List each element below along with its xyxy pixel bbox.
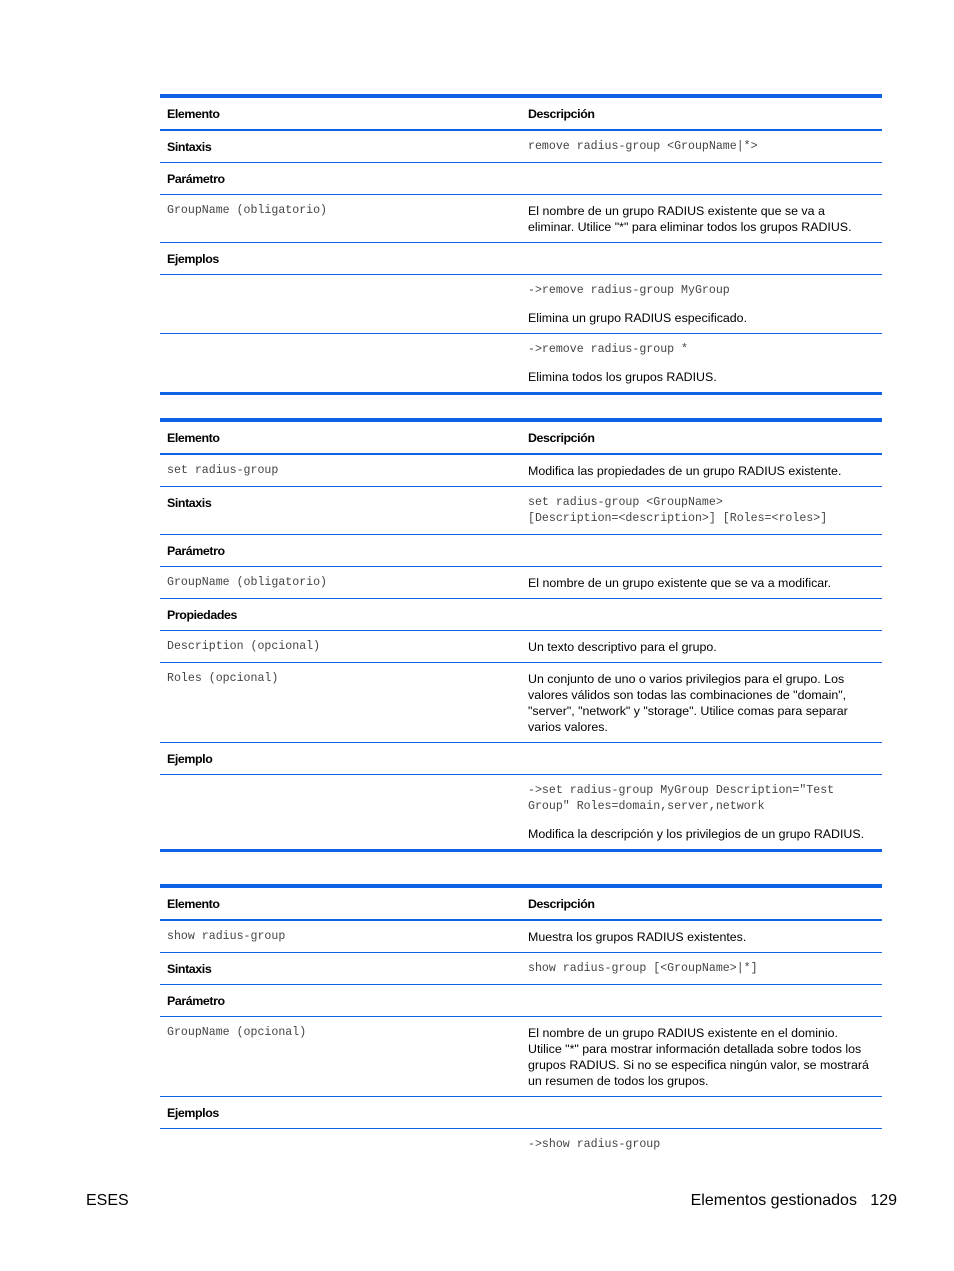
example-description: Elimina todos los grupos RADIUS.: [528, 370, 717, 384]
command-row: [160, 921, 882, 953]
table-header: [160, 888, 882, 921]
syntax-label: Sintaxis: [167, 962, 212, 976]
set-radius-group-table: [160, 418, 882, 852]
syntax-code: [Description=<description>] [Roles=<roles>]: [528, 512, 828, 525]
syntax-code: set radius-group <GroupName>: [528, 496, 723, 509]
syntax-row: [160, 487, 882, 535]
example-code: ->remove radius-group MyGroup: [528, 284, 730, 297]
parameter-label: Parámetro: [167, 172, 225, 186]
header-element: Elemento: [167, 107, 220, 121]
example-code: Group" Roles=domain,server,network: [528, 800, 765, 813]
example-label: Ejemplo: [167, 752, 213, 766]
syntax-code: show radius-group [<GroupName>|*]: [528, 962, 758, 975]
parameter-section-row: [160, 535, 882, 567]
property-row: [160, 631, 882, 663]
remove-radius-group-table: [160, 94, 882, 395]
properties-label: Propiedades: [167, 608, 237, 622]
example-code: ->remove radius-group *: [528, 343, 689, 356]
footer-section: Elementos gestionados: [690, 1192, 857, 1209]
table-header: [160, 422, 882, 455]
parameter-description: El nombre de un grupo existente que se va a modificar.: [528, 576, 832, 590]
command-row: [160, 455, 882, 487]
syntax-code: remove radius-group <GroupName|*>: [528, 140, 758, 153]
footer-locale: ESES: [86, 1192, 129, 1209]
property-name: Roles (opcional): [167, 672, 279, 685]
parameter-row: [160, 195, 882, 243]
syntax-row: [160, 953, 882, 985]
parameter-section-row: [160, 163, 882, 195]
header-element: Elemento: [167, 897, 220, 911]
header-description: Descripción: [528, 431, 595, 445]
parameter-name: GroupName (obligatorio): [167, 204, 328, 217]
parameter-name: GroupName (obligatorio): [167, 576, 328, 589]
show-radius-group-table: [160, 884, 882, 1160]
examples-label: Ejemplos: [167, 1106, 219, 1120]
header-element: Elemento: [167, 431, 220, 445]
syntax-label: Sintaxis: [167, 140, 212, 154]
example-code: ->show radius-group: [528, 1138, 661, 1151]
parameter-label: Parámetro: [167, 994, 225, 1008]
example-code: ->set radius-group MyGroup Description="Test: [528, 784, 835, 797]
example-row: [160, 275, 882, 334]
page-number: 129: [870, 1192, 897, 1209]
command-description: Muestra los grupos RADIUS existentes.: [528, 930, 747, 944]
example-description: Elimina un grupo RADIUS especificado.: [528, 311, 748, 325]
parameter-description: El nombre de un grupo RADIUS existente que se va a eliminar. Utilice "*" para eliminar todos los grupos RADIUS.: [528, 204, 852, 234]
properties-section-row: [160, 599, 882, 631]
property-description: Un conjunto de uno o varios privilegios para el grupo. Los valores válidos son todas las combinaciones de "domain", "server", "network" y "storage". Utilice comas para separar varios valores.: [528, 672, 848, 734]
syntax-row: [160, 131, 882, 163]
header-description: Descripción: [528, 107, 595, 121]
examples-section-row: [160, 1097, 882, 1129]
command-description: Modifica las propiedades de un grupo RADIUS existente.: [528, 464, 842, 478]
examples-label: Ejemplos: [167, 252, 219, 266]
parameter-section-row: [160, 985, 882, 1017]
example-row: [160, 775, 882, 849]
example-section-row: [160, 743, 882, 775]
parameter-row: [160, 567, 882, 599]
property-row: [160, 663, 882, 743]
parameter-description: El nombre de un grupo RADIUS existente en el dominio. Utilice "*" para mostrar información detallada sobre todos los grupos RADIUS. Si no se especifica ningún valor, se mostrará un resumen de todos los grupos.: [528, 1026, 869, 1088]
example-row: [160, 334, 882, 392]
table-header: [160, 98, 882, 131]
property-description: Un texto descriptivo para el grupo.: [528, 640, 717, 654]
parameter-label: Parámetro: [167, 544, 225, 558]
parameter-name: GroupName (opcional): [167, 1026, 307, 1039]
parameter-row: [160, 1017, 882, 1097]
header-description: Descripción: [528, 897, 595, 911]
example-row: [160, 1129, 882, 1160]
examples-section-row: [160, 243, 882, 275]
command-name: set radius-group: [167, 464, 279, 477]
syntax-label: Sintaxis: [167, 496, 212, 510]
example-description: Modifica la descripción y los privilegios de un grupo RADIUS.: [528, 827, 865, 841]
footer-section-title: [691, 1191, 897, 1211]
property-name: Description (opcional): [167, 640, 321, 653]
command-name: show radius-group: [167, 930, 286, 943]
